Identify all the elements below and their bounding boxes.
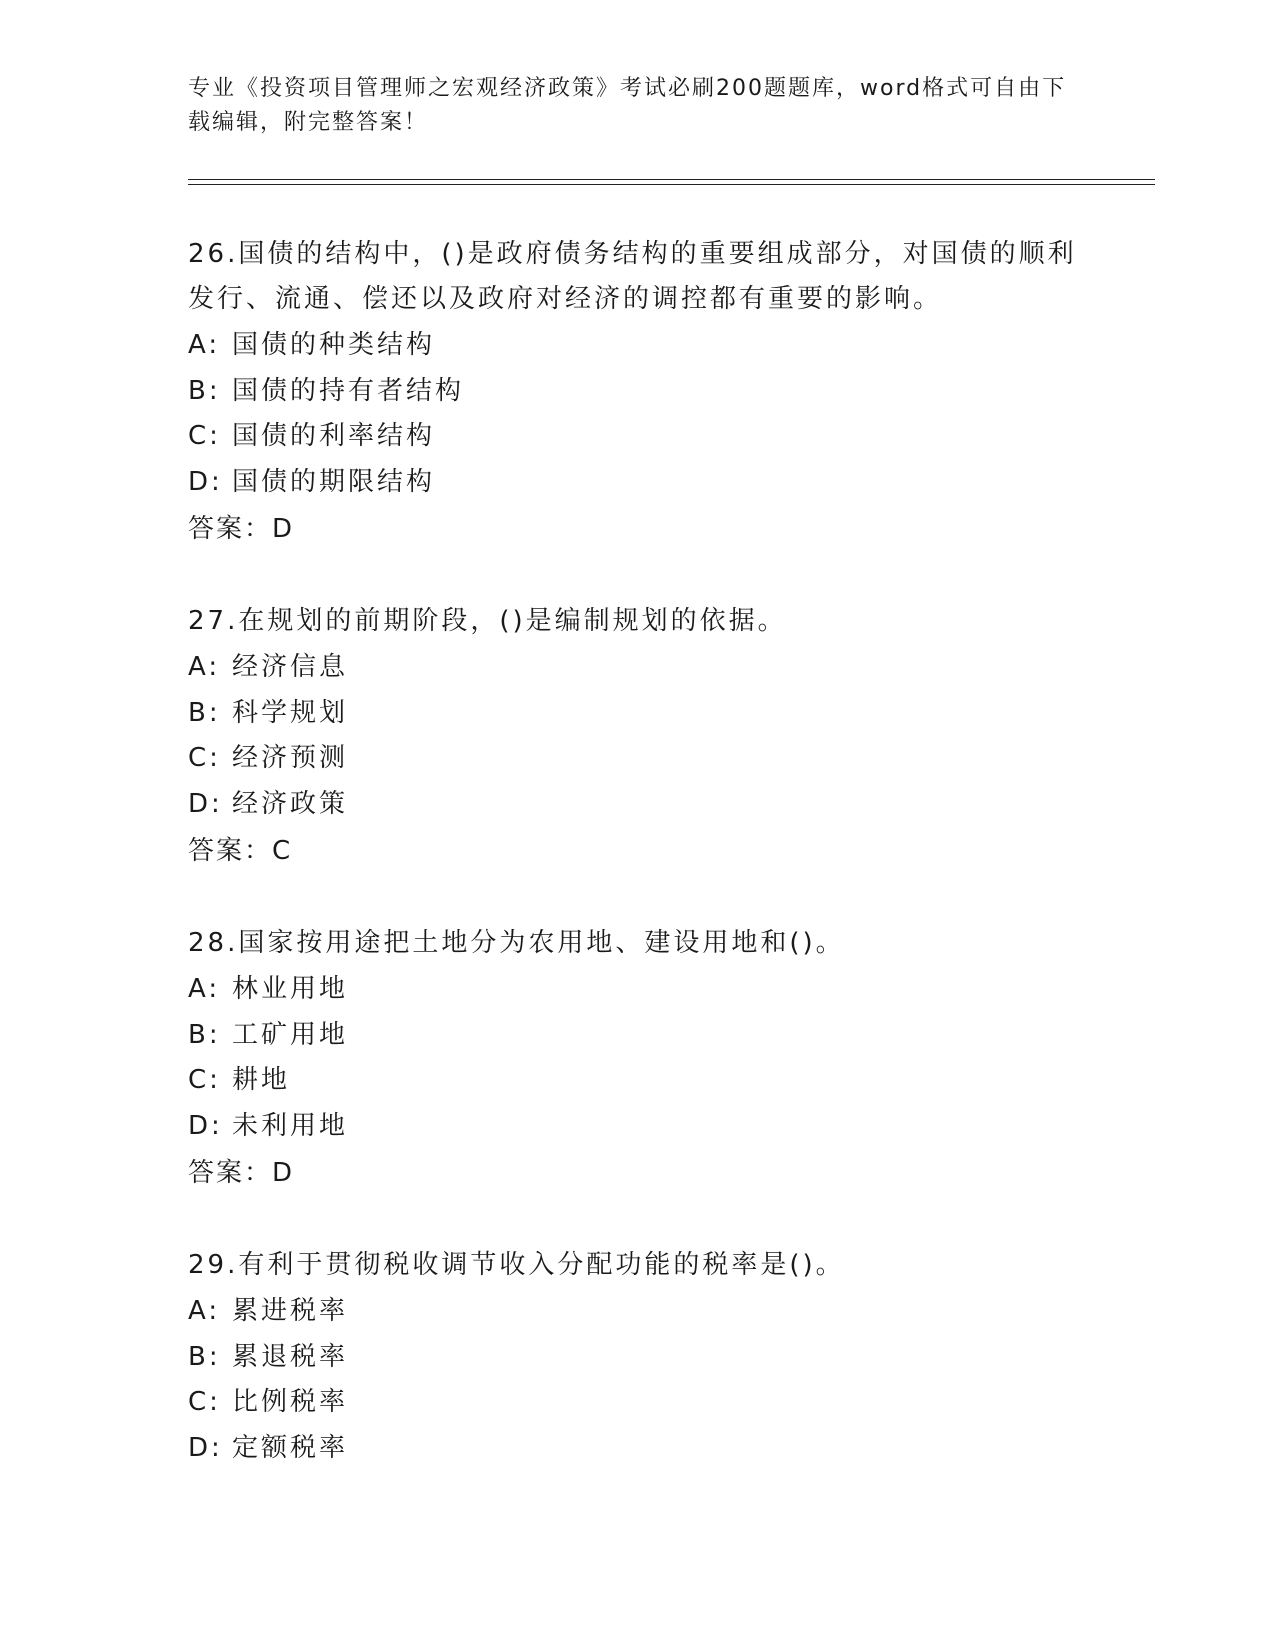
option-text: 累进税率 (232, 1296, 349, 1326)
question-27 (188, 599, 1088, 874)
question-stem: 28.国家按用途把土地分为农用地、建设用地和()。 (188, 928, 845, 958)
option-text: 国债的利率结构 (232, 421, 436, 451)
option-text: 定额税率 (232, 1432, 349, 1463)
option-b (188, 1335, 1088, 1381)
option-c (188, 1058, 1088, 1104)
question-28 (188, 921, 1088, 1196)
option-key: B: (188, 697, 221, 728)
option-key: A: (188, 974, 221, 1004)
option-b (188, 1013, 1088, 1059)
option-d (188, 782, 1088, 828)
option-text: 国债的种类结构 (232, 330, 436, 360)
option-key: B: (188, 1019, 221, 1050)
option-key: A: (188, 652, 221, 682)
option-d (188, 460, 1088, 506)
question-stem: 27.在规划的前期阶段，()是编制规划的依据。 (188, 606, 787, 636)
option-key: D: (188, 466, 223, 497)
option-text: 国债的期限结构 (232, 466, 436, 497)
option-b (188, 369, 1088, 415)
option-a (188, 645, 1088, 691)
option-d (188, 1104, 1088, 1150)
option-text: 经济政策 (232, 788, 349, 819)
header-divider-top (188, 179, 1155, 180)
option-key: D: (188, 1110, 223, 1141)
option-d (188, 1426, 1088, 1472)
option-a (188, 1289, 1088, 1335)
option-b (188, 691, 1088, 737)
option-text: 工矿用地 (232, 1019, 349, 1050)
answer-line: 答案：C (188, 836, 293, 866)
option-key: C: (188, 421, 221, 451)
option-key: C: (188, 1065, 221, 1095)
answer-line: 答案：D (188, 1158, 295, 1188)
option-key: D: (188, 1432, 223, 1463)
option-key: B: (188, 1341, 221, 1372)
option-c (188, 414, 1088, 460)
option-text: 未利用地 (232, 1110, 349, 1141)
option-text: 累退税率 (232, 1341, 349, 1372)
option-text: 科学规划 (232, 697, 349, 728)
option-key: A: (188, 1296, 221, 1326)
option-c (188, 736, 1088, 782)
option-key: B: (188, 375, 221, 406)
option-key: C: (188, 743, 221, 773)
document-header: 专业《投资项目管理师之宏观经济政策》考试必刷200题题库，word格式可自由下载编辑，附完整答案！ (188, 76, 1067, 135)
option-c (188, 1380, 1088, 1426)
option-a (188, 967, 1088, 1013)
option-key: A: (188, 330, 221, 360)
option-text: 经济预测 (232, 743, 349, 773)
option-key: D: (188, 788, 223, 819)
question-stem: 29.有利于贯彻税收调节收入分配功能的税率是()。 (188, 1250, 845, 1280)
question-stem: 26.国债的结构中，()是政府债务结构的重要组成部分，对国债的顺利发行、流通、偿还以及政府对经济的调控都有重要的影响。 (188, 239, 1077, 314)
answer-line: 答案：D (188, 514, 295, 544)
header-divider-bottom (188, 184, 1155, 185)
question-26 (188, 232, 1088, 552)
question-list (188, 232, 1088, 1518)
option-text: 林业用地 (232, 974, 349, 1004)
option-text: 国债的持有者结构 (232, 375, 465, 406)
option-text: 耕地 (232, 1065, 291, 1095)
option-key: C: (188, 1387, 221, 1417)
question-29 (188, 1243, 1088, 1471)
option-text: 比例税率 (232, 1387, 349, 1417)
option-a (188, 323, 1088, 369)
option-text: 经济信息 (232, 652, 349, 682)
